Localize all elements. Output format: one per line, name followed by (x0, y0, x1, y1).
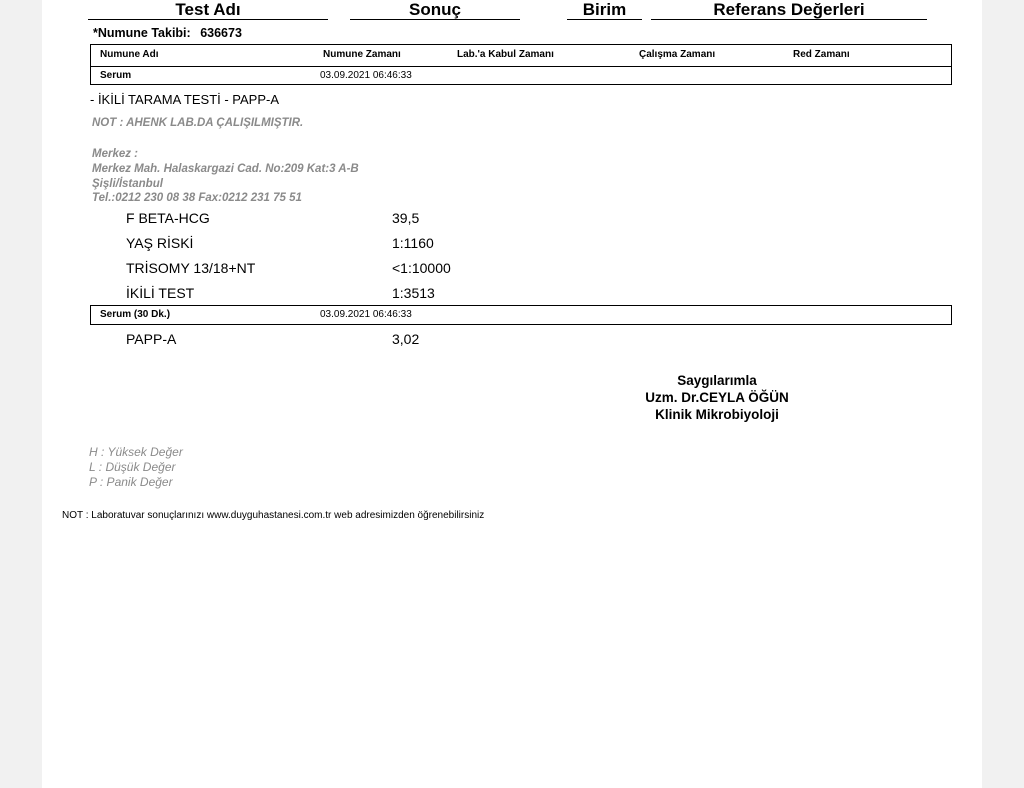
tracking-label: *Numune Takibi: (93, 26, 191, 40)
header-underline (350, 19, 520, 20)
column-header-test-name-label: Test Adı (175, 0, 241, 19)
sample2-row (90, 305, 952, 325)
signature-greeting: Saygılarımla (677, 373, 757, 388)
sample-table (90, 44, 952, 85)
result-name: PAPP-A (126, 331, 177, 347)
legend-high: H : Yüksek Değer (89, 445, 183, 459)
header-lab-accept: Lab.'a Kabul Zamanı (457, 49, 554, 60)
result-value: <1:10000 (392, 260, 451, 276)
column-header-result (350, 0, 520, 20)
signature-department: Klinik Mikrobiyoloji (655, 407, 779, 422)
legend-panic: P : Panik Değer (89, 475, 173, 489)
header-reject-time: Red Zamanı (793, 49, 850, 60)
footer-note: NOT : Laboratuvar sonuçlarınızı www.duyguhastanesi.com.tr web adresimizden öğrenebilirsiniz (62, 510, 485, 521)
column-header-unit (567, 0, 642, 20)
result-value: 3,02 (392, 331, 420, 347)
result-name: YAŞ RİSKİ (126, 235, 194, 251)
header-work-time: Çalışma Zamanı (639, 49, 716, 60)
header-sample-name: Numune Adı (100, 49, 159, 60)
header-sample-time: Numune Zamanı (323, 49, 401, 60)
lab-note: NOT : AHENK LAB.DA ÇALIŞILMIŞTIR. (92, 117, 304, 129)
signature-doctor: Uzm. Dr.CEYLA ÖĞÜN (645, 390, 789, 405)
sample2-name: Serum (30 Dk.) (100, 309, 171, 320)
column-header-reference-label: Referans Değerleri (713, 0, 865, 19)
result-value: 39,5 (392, 210, 420, 226)
result-name: İKİLİ TEST (126, 285, 195, 301)
sample2-time: 03.09.2021 06:46:33 (320, 309, 412, 320)
result-name: F BETA-HCG (126, 210, 210, 226)
result-name: TRİSOMY 13/18+NT (126, 260, 256, 276)
header-underline (567, 19, 642, 20)
address-street: Merkez Mah. Halaskargazi Cad. No:209 Kat:3 A-B (92, 163, 359, 175)
sample-time: 03.09.2021 06:46:33 (320, 70, 412, 81)
tracking-line (93, 26, 242, 40)
address-phone: Tel.:0212 230 08 38 Fax:0212 231 75 51 (92, 192, 302, 204)
column-header-reference (651, 0, 927, 20)
tracking-number: 636673 (200, 26, 242, 40)
column-header-result-label: Sonuç (409, 0, 461, 19)
report-page (42, 0, 982, 788)
sample-name: Serum (100, 70, 132, 81)
legend-low: L : Düşük Değer (89, 460, 176, 474)
column-header-unit-label: Birim (582, 0, 627, 19)
header-underline (88, 19, 328, 20)
result-value: 1:3513 (392, 285, 435, 301)
column-header-test-name (88, 0, 328, 20)
address-city: Şişli/İstanbul (92, 178, 163, 190)
address-label: Merkez : (92, 148, 139, 160)
header-underline (651, 19, 927, 20)
result-value: 1:1160 (392, 235, 434, 251)
table-divider (91, 66, 951, 67)
test-title: - İKİLİ TARAMA TESTİ - PAPP-A (90, 92, 280, 107)
